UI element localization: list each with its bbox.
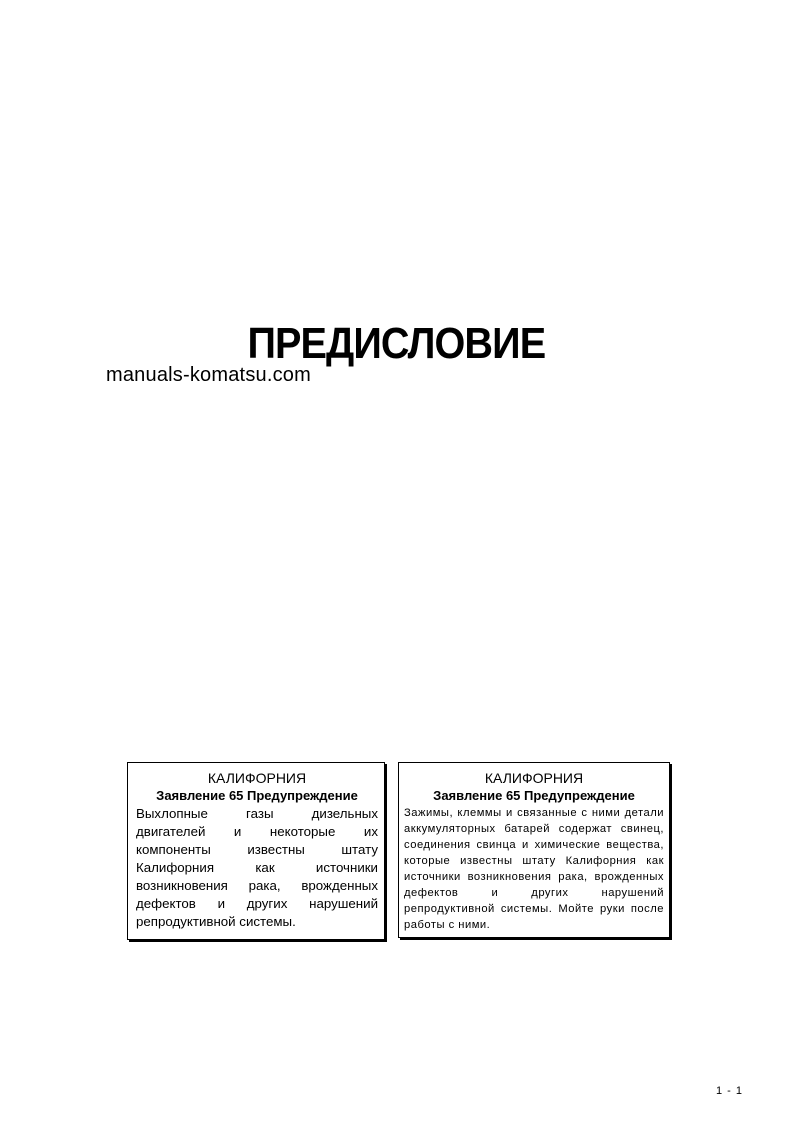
warning-subheading: Заявление 65 Предупреждение bbox=[156, 788, 358, 803]
warning-subheading: Заявление 65 Предупреждение bbox=[433, 788, 635, 803]
page-title: ПРЕДИСЛОВИЕ bbox=[247, 319, 546, 368]
warning-heading: КАЛИФОРНИЯ bbox=[484, 770, 584, 786]
warning-text: Выхлопные газы дизельных двигателей и некоторые их компоненты известны штату Калифорния как источники возникновения рака, врожденных дефектов и других нарушений репродуктивной системы. bbox=[136, 806, 378, 929]
warning-heading: КАЛИФОРНИЯ bbox=[207, 770, 307, 786]
watermark-text: manuals-komatsu.com bbox=[106, 364, 311, 386]
warning-text: Зажимы, клеммы и связанные с ними детали аккумуляторных батарей содержат свинец, соединения свинца и химические вещества, которые известны штату Калифорния как источники возникновения рака, врожденных дефектов и других нарушений репродуктивной системы. Мойте руки после работы с ними. bbox=[404, 807, 664, 931]
california-warning-box-exhaust bbox=[127, 762, 385, 940]
page-number: 1 - 1 bbox=[716, 1085, 744, 1097]
california-warning-box-battery bbox=[398, 762, 670, 938]
